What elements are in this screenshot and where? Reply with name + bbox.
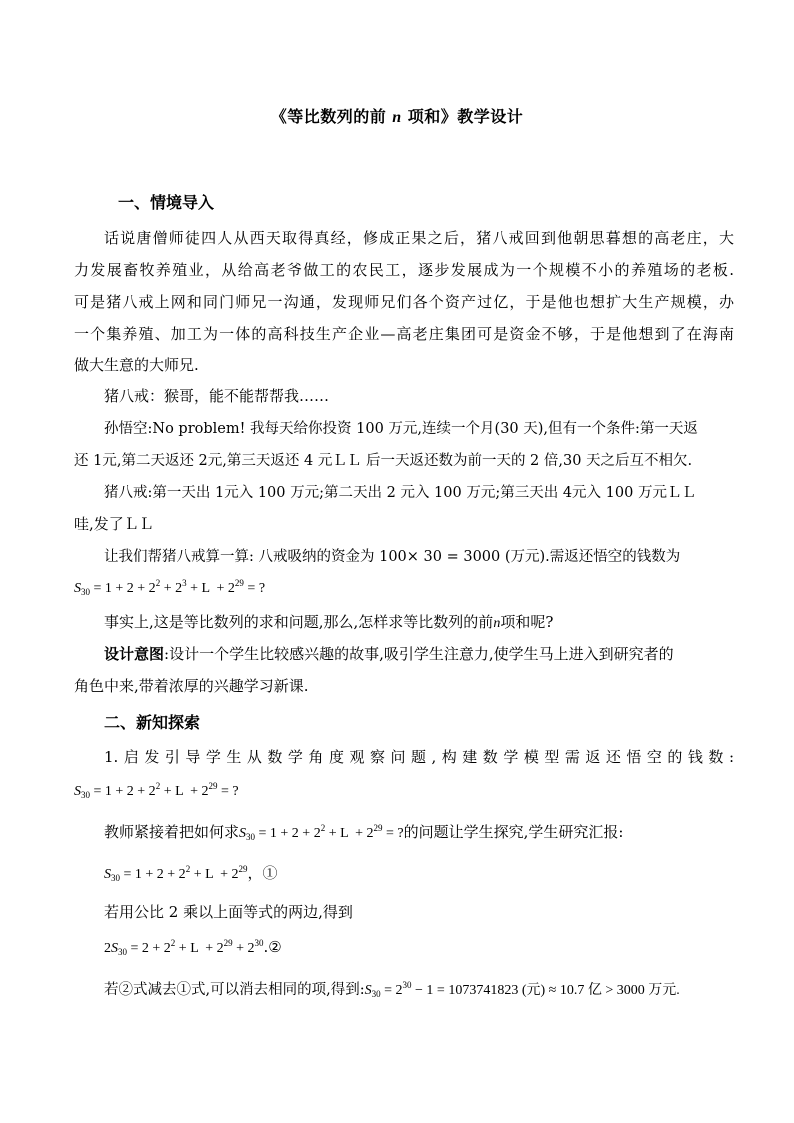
- dialogue-line: 猪八戒：猴哥，能不能帮帮我……: [104, 387, 330, 405]
- dialogue-line: 猪八戒:第一天出 1元入 100 万元;第二天出 2 元入 100 万元;第三天出 4元入 100 万元ＬＬ: [104, 485, 696, 501]
- paragraph-line: 事实上,这是等比数列的求和问题,那么,怎样求等比数列的前n项和呢?: [104, 613, 554, 631]
- paragraph-line: 1.启发引导学生从数学角度观察问题,构建数学模型需返还悟空的钱数:: [104, 748, 734, 766]
- equation-1: $S_{30} = 1 + 2 + 2^2 + L + 2^{29}$，①: [104, 864, 278, 883]
- formula-s30: $S_{30} = 1 + 2 + 2^2 + L + 2^{29}$ = ?: [74, 781, 239, 800]
- paragraph-line: 话说唐僧师徒四人从西天取得真经，修成正果之后，猪八戒回到他朝思暮想的高老庄，大: [104, 229, 734, 247]
- equation-2: $2S_{30} = 2 + 2^2 + L + 2^{29}$ + $2^{30}.②$: [104, 938, 282, 957]
- dialogue-line: 哇,发了ＬＬ: [74, 515, 154, 533]
- dialogue-line: 孙悟空:No problem! 我每天给你投资 100 万元,连续一个月(30 天),但有一个条件:第一天返: [104, 421, 698, 437]
- document-title: 《等比数列的前 n 项和》教学设计: [270, 107, 524, 126]
- paragraph-line: 角色中来,带着浓厚的兴趣学习新课.: [74, 677, 309, 695]
- paragraph-line: 一个集养殖、加工为一体的高科技生产企业—高老庄集团可是资金不够，于是他想到了在海南: [74, 325, 734, 343]
- paragraph-line: 若用公比 2 乘以上面等式的两边,得到: [104, 903, 353, 921]
- design-intent-label: 设计意图: [104, 645, 165, 663]
- paragraph-line: 教师紧接着把如何求$S_{30} = 1 + 2 + 2^2 + L + 2^{29}$ = ?的问题让学生探究,学生研究汇报:: [104, 823, 624, 842]
- paragraph-line: 力发展畜牧养殖业，从给高老爷做工的农民工，逐步发展成为一个规模不小的养殖场的老板.: [74, 261, 734, 279]
- design-intent-line: 设计意图:设计一个学生比较感兴趣的故事,吸引学生注意力,使学生马上进入到研究者的: [104, 645, 674, 663]
- paragraph-line: 让我们帮猪八戒算一算: 八戒吸纳的资金为 100× 30 = 3000 (万元).需返还悟空的钱数为: [104, 549, 681, 565]
- section-heading-2: 二、新知探索: [104, 713, 201, 732]
- result-line: 若②式减去①式,可以消去相同的项,得到$:S_{30} = 2^{30} - 1 = 1073741823$ (元) ≈ 10.7 亿 > 3000 万元.: [104, 980, 680, 999]
- section-heading-1: 一、情境导入: [118, 193, 215, 212]
- paragraph-line: 可是猪八戒上网和同门师兄一沟通，发现师兄们各个资产过亿，于是他也想扩大生产规模，办: [74, 293, 734, 311]
- paragraph-line: 做大生意的大师兄.: [74, 356, 199, 374]
- dialogue-line: 还 1元,第二天返还 2元,第三天返还 4 元ＬＬ 后一天返还数为前一天的 2 倍,30 天之后互不相欠.: [74, 453, 693, 469]
- formula-s30: $S_{30} = 1 + 2 + 2^2 + 2^3 + L + 2^{29}$ = ?: [74, 578, 266, 597]
